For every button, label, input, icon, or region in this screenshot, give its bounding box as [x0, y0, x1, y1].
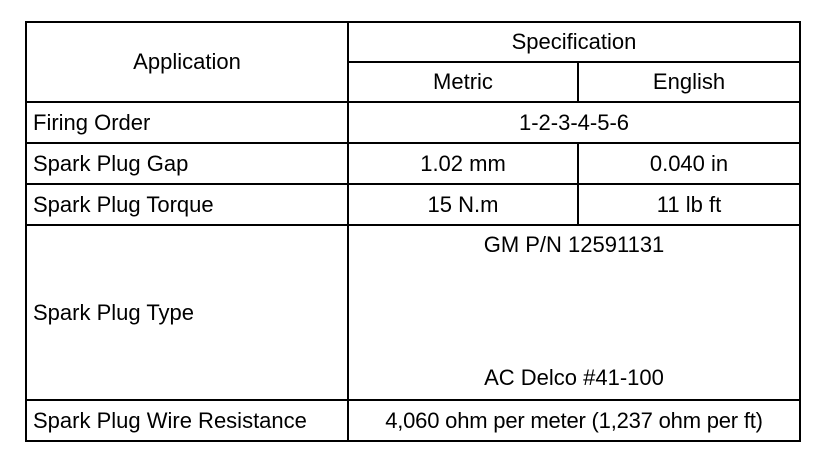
application-cell: Spark Plug Type [26, 225, 348, 400]
table-row [26, 184, 800, 225]
metric-header: Metric [348, 62, 578, 102]
value-cell: 1-2-3-4-5-6 [348, 102, 800, 143]
specification-table [25, 21, 801, 442]
application-cell: Spark Plug Wire Resistance [26, 400, 348, 441]
gm-part-number: GM P/N 12591131 [483, 232, 665, 257]
table-row [26, 143, 800, 184]
metric-cell: 15 N.m [348, 184, 578, 225]
english-header: English [578, 62, 800, 102]
value-cell: 4,060 ohm per meter (1,237 ohm per ft) [348, 400, 800, 441]
english-cell: 11 lb ft [578, 184, 800, 225]
application-cell: Spark Plug Gap [26, 143, 348, 184]
table-row [26, 400, 800, 441]
english-cell: 0.040 in [578, 143, 800, 184]
table-row [26, 102, 800, 143]
application-cell: Spark Plug Torque [26, 184, 348, 225]
metric-cell: 1.02 mm [348, 143, 578, 184]
table-row [26, 225, 800, 400]
spark-plug-type-cell [348, 225, 800, 400]
application-cell: Firing Order [26, 102, 348, 143]
specification-header: Specification [348, 22, 800, 62]
application-header: Application [26, 22, 348, 102]
header-row [26, 22, 800, 62]
ac-delco-part-number: AC Delco #41-100 [484, 365, 664, 390]
